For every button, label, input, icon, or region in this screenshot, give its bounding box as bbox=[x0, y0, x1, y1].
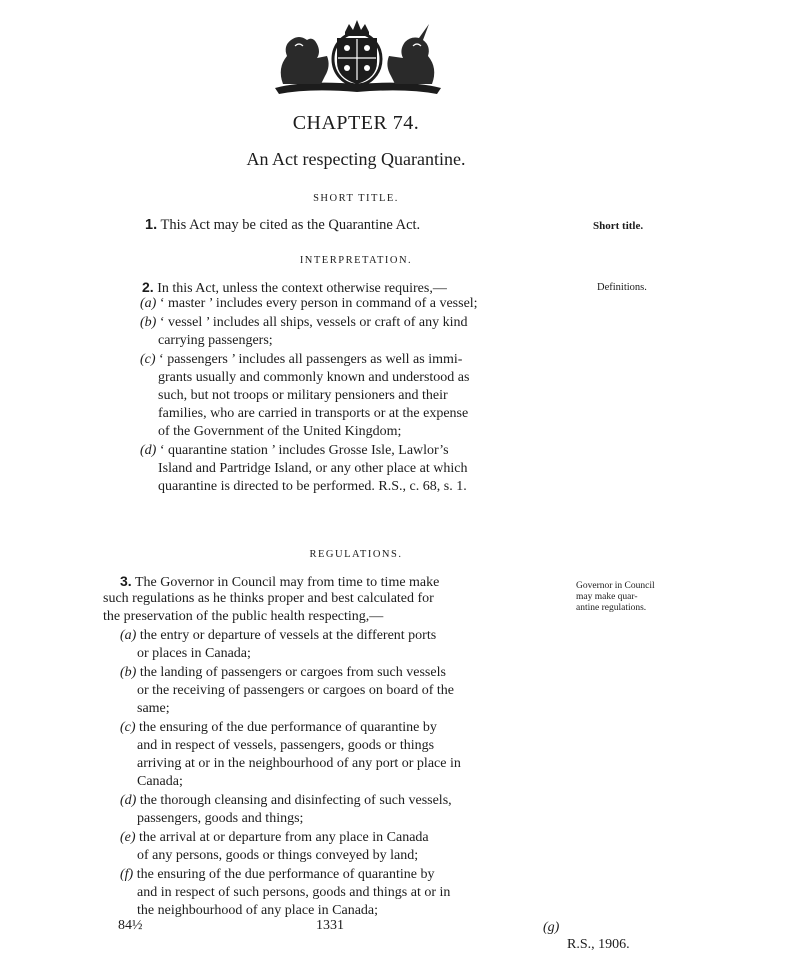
item-line: ‘ master ’ includes every person in command of a vessel; bbox=[159, 296, 478, 311]
item-label: (e) bbox=[120, 830, 136, 845]
item-label: (c) bbox=[120, 720, 136, 735]
item-line: the landing of passengers or cargoes from such vessels bbox=[139, 665, 446, 680]
section-3-intro-line: the preservation of the public health respecting,— bbox=[103, 609, 384, 624]
edition-note: R.S., 1906. bbox=[567, 937, 630, 952]
section-heading-short-title: SHORT TITLE. bbox=[313, 193, 399, 204]
item-label: (d) bbox=[120, 793, 137, 808]
item-label: (a) bbox=[140, 296, 157, 311]
margin-note-definitions: Definitions. bbox=[597, 282, 647, 293]
definition-item bbox=[140, 296, 478, 312]
section-number: 1. bbox=[145, 217, 158, 233]
regulation-item bbox=[120, 867, 435, 883]
section-3-intro-line: such regulations as he thinks proper and best calculated for bbox=[103, 591, 434, 606]
item-label: (b) bbox=[120, 665, 137, 680]
item-line: arriving at or in the neighbourhood of any port or place in bbox=[137, 756, 461, 771]
item-line: the entry or departure of vessels at the different ports bbox=[139, 628, 437, 643]
section-3-intro bbox=[120, 573, 439, 591]
section-number: 2. bbox=[142, 279, 154, 295]
next-item-catchword: (g) bbox=[543, 920, 560, 935]
regulation-item bbox=[120, 830, 429, 846]
item-label: (c) bbox=[140, 352, 156, 367]
section-3-intro-line: The Governor in Council may from time to time make bbox=[134, 575, 440, 590]
margin-note-governor-in-council: Governor in Council may make quar- antine regulations. bbox=[576, 581, 655, 613]
definition-item bbox=[140, 315, 468, 331]
item-line: the arrival at or departure from any place in Canada bbox=[139, 830, 429, 845]
item-line: and in respect of vessels, passengers, goods or things bbox=[137, 738, 435, 753]
item-line: same; bbox=[137, 701, 170, 716]
item-line: of any persons, goods or things conveyed by land; bbox=[137, 848, 419, 863]
item-line: ‘ quarantine station ’ includes Grosse Isle, Lawlor’s bbox=[159, 443, 449, 458]
section-2-intro bbox=[142, 279, 447, 297]
item-line: ‘ vessel ’ includes all ships, vessels or craft of any kind bbox=[159, 315, 468, 330]
item-label: (b) bbox=[140, 315, 157, 330]
item-label: (d) bbox=[140, 443, 157, 458]
item-line: such, but not troops or military pensioners and their bbox=[158, 388, 448, 403]
section-1-body: This Act may be cited as the Quarantine Act. bbox=[160, 217, 421, 233]
item-line: carrying passengers; bbox=[158, 333, 273, 348]
item-line: or the receiving of passengers or cargoes on board of the bbox=[137, 683, 454, 698]
section-1-text bbox=[145, 217, 420, 233]
item-line: the ensuring of the due performance of quarantine by bbox=[136, 867, 435, 882]
section-number: 3. bbox=[120, 573, 132, 589]
regulation-item bbox=[120, 628, 436, 644]
item-line: the neighbourhood of any place in Canada; bbox=[137, 903, 379, 918]
section-heading-regulations: REGULATIONS. bbox=[309, 549, 403, 560]
definition-item bbox=[140, 443, 449, 459]
item-line: passengers, goods and things; bbox=[137, 811, 304, 826]
item-line: and in respect of such persons, goods and things at or in bbox=[137, 885, 451, 900]
chapter-heading: CHAPTER 74. bbox=[292, 112, 420, 134]
item-line: the ensuring of the due performance of quarantine by bbox=[139, 720, 437, 735]
item-line: or places in Canada; bbox=[137, 646, 251, 661]
item-label: (f) bbox=[120, 867, 134, 882]
signature-mark: 84½ bbox=[118, 918, 143, 933]
item-line: Canada; bbox=[137, 774, 183, 789]
item-line: grants usually and commonly known and understood as bbox=[158, 370, 470, 385]
section-heading-interpretation: INTERPRETATION. bbox=[299, 255, 413, 266]
page-number: 1331 bbox=[316, 918, 344, 933]
royal-coat-of-arms-icon bbox=[265, 18, 450, 100]
act-title: An Act respecting Quarantine. bbox=[246, 149, 466, 169]
regulation-item bbox=[120, 793, 452, 809]
definition-item bbox=[140, 352, 462, 368]
item-line: the thorough cleansing and disinfecting of such vessels, bbox=[139, 793, 452, 808]
section-2-intro-text: In this Act, unless the context otherwise requires,— bbox=[157, 281, 447, 296]
item-line: of the Government of the United Kingdom; bbox=[158, 424, 402, 439]
item-line: ‘ passengers ’ includes all passengers as well as immi- bbox=[159, 352, 463, 367]
regulation-item bbox=[120, 665, 446, 681]
item-line: quarantine is directed to be performed. R.S., c. 68, s. 1. bbox=[158, 479, 467, 494]
item-line: families, who are carried in transports or at the expense bbox=[158, 406, 469, 421]
regulation-item bbox=[120, 720, 437, 736]
item-label: (a) bbox=[120, 628, 137, 643]
margin-note-short-title: Short title. bbox=[593, 220, 644, 232]
item-line: Island and Partridge Island, or any other place at which bbox=[158, 461, 468, 476]
